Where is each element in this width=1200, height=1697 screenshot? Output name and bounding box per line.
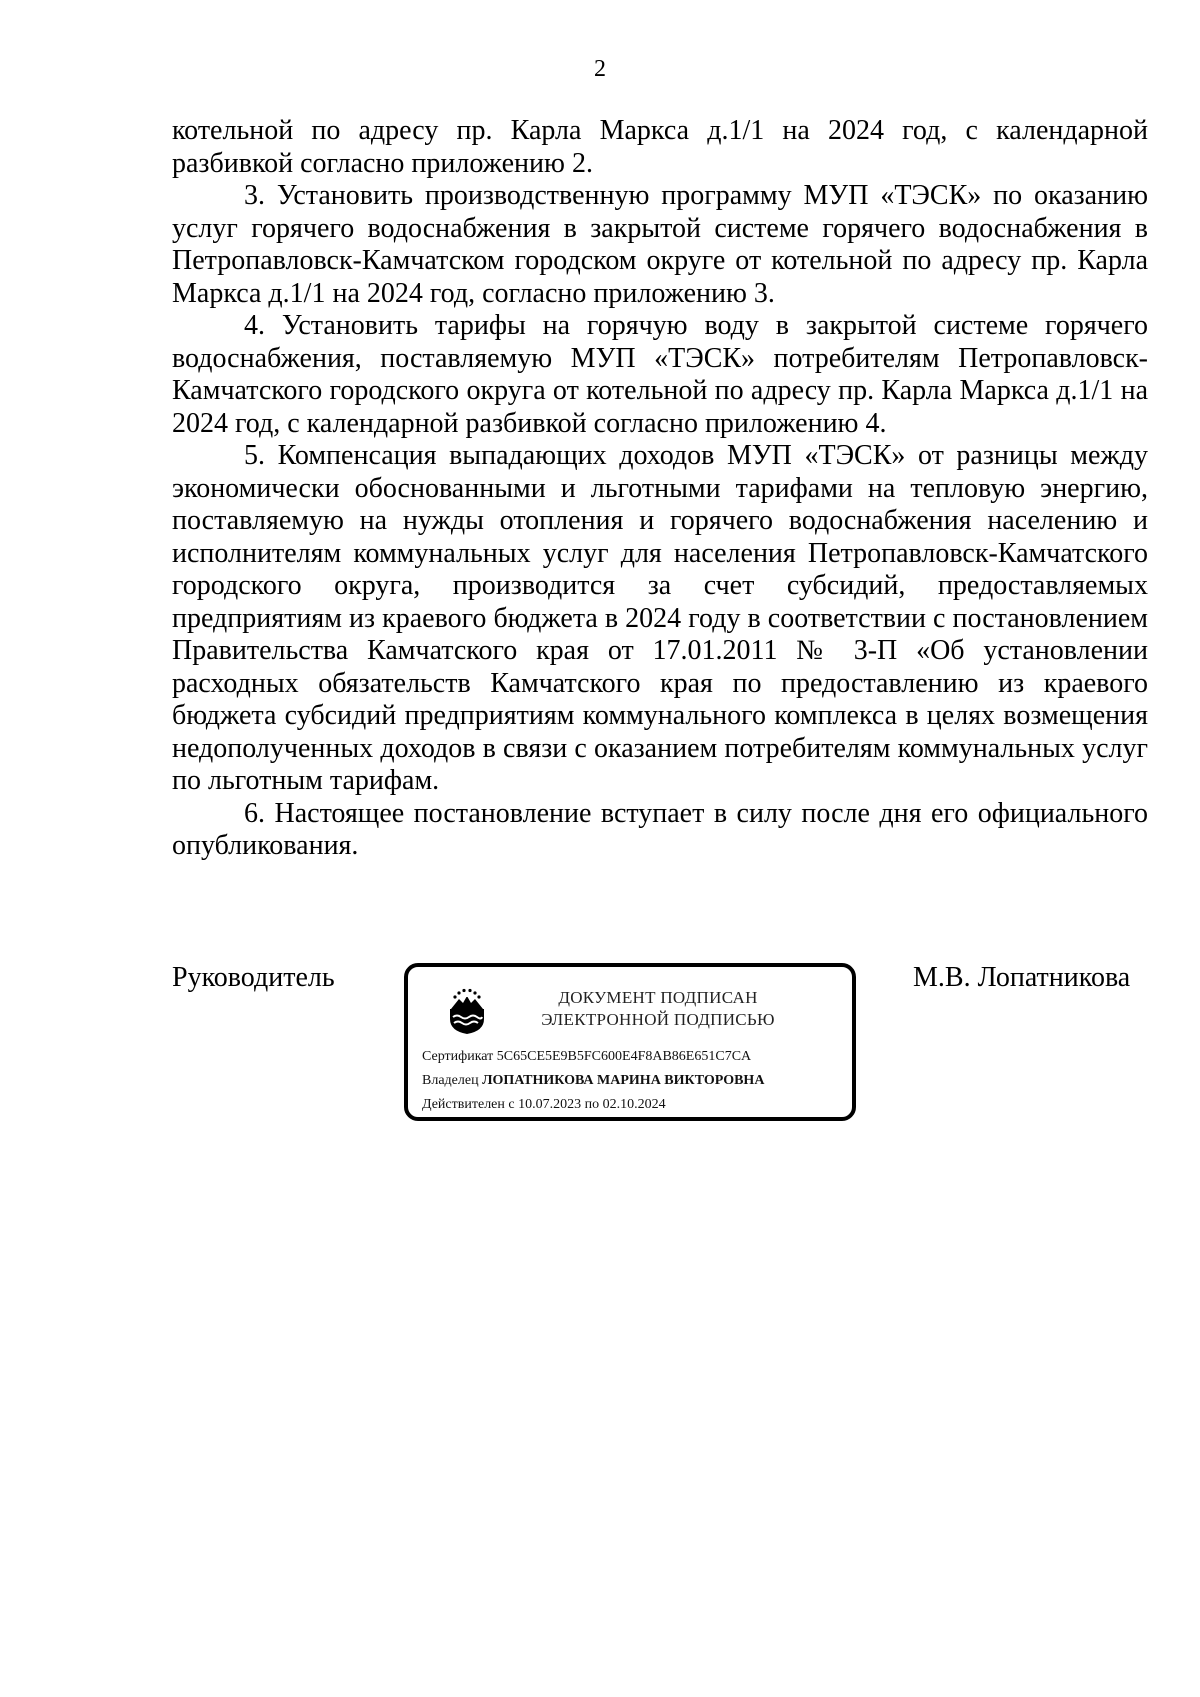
valid-to: 02.10.2024 <box>602 1097 666 1112</box>
owner-value: ЛОПАТНИКОВА МАРИНА ВИКТОРОВНА <box>482 1073 765 1088</box>
paragraph-item-3: 3. Установить производственную программу МУП «ТЭСК» по оказанию услуг горячего водоснабжения в закрытой системе горячего водоснабжения в Петропавловск-Камчатском городском округе от котельной по адресу пр. Карла Маркса д.1/1 на 2024 год, согласно приложению 3. <box>172 180 1148 309</box>
signatory-position: Руководитель <box>172 962 335 993</box>
valid-to-label: по <box>584 1097 600 1112</box>
stamp-certificate-line <box>422 1049 751 1065</box>
document-body <box>172 115 1148 863</box>
electronic-signature-stamp <box>404 963 856 1121</box>
kamchatka-coat-of-arms-icon <box>446 987 488 1035</box>
valid-label: Действителен с <box>422 1097 515 1112</box>
valid-from: 10.07.2023 <box>518 1097 582 1112</box>
paragraph-item-4: 4. Установить тарифы на горячую воду в закрытой системе горячего водоснабжения, поставляемую МУП «ТЭСК» потребителям Петропавловск-Камчатского городского округа от котельной по адресу пр. Карла Маркса д.1/1 на 2024 год, с календарной разбивкой согласно приложению 4. <box>172 310 1148 439</box>
owner-label: Владелец <box>422 1073 479 1088</box>
signatory-name: М.В. Лопатникова <box>913 962 1131 993</box>
paragraph-continuation: котельной по адресу пр. Карла Маркса д.1/1 на 2024 год, с календарной разбивкой согласно приложению 2. <box>172 115 1148 179</box>
stamp-header <box>508 987 808 1031</box>
certificate-value: 5C65CE5E9B5FC600E4F8AB86E651C7CA <box>496 1049 752 1064</box>
page-number: 2 <box>594 56 606 82</box>
stamp-header-line-2: ЭЛЕКТРОННОЙ ПОДПИСЬЮ <box>541 1010 775 1029</box>
stamp-validity-line <box>422 1097 666 1113</box>
paragraph-item-5: 5. Компенсация выпадающих доходов МУП «ТЭСК» от разницы между экономически обоснованными и льготными тарифами на тепловую энергию, поставляемую на нужды отопления и горячего водоснабжения населению и исполнителям коммунальных услуг для населения Петропавловск-Камчатского городского округа, производится за счет субсидий, предоставляемых предприятиям из краевого бюджета в 2024 году в соответствии с постановлением Правительства Камчатского края от 17.01.2011 № 3-П «Об установлении расходных обязательств Камчатского края по предоставлению из краевого бюджета субсидий предприятиям коммунального комплекса в целях возмещения недополученных доходов в связи с оказанием потребителям коммунальных услуг по льготным тарифам. <box>172 440 1148 796</box>
stamp-header-line-1: ДОКУМЕНТ ПОДПИСАН <box>558 988 758 1007</box>
stamp-owner-line <box>422 1073 764 1089</box>
certificate-label: Сертификат <box>422 1049 494 1064</box>
paragraph-item-6: 6. Настоящее постановление вступает в силу после дня его официального опубликования. <box>172 797 1148 861</box>
